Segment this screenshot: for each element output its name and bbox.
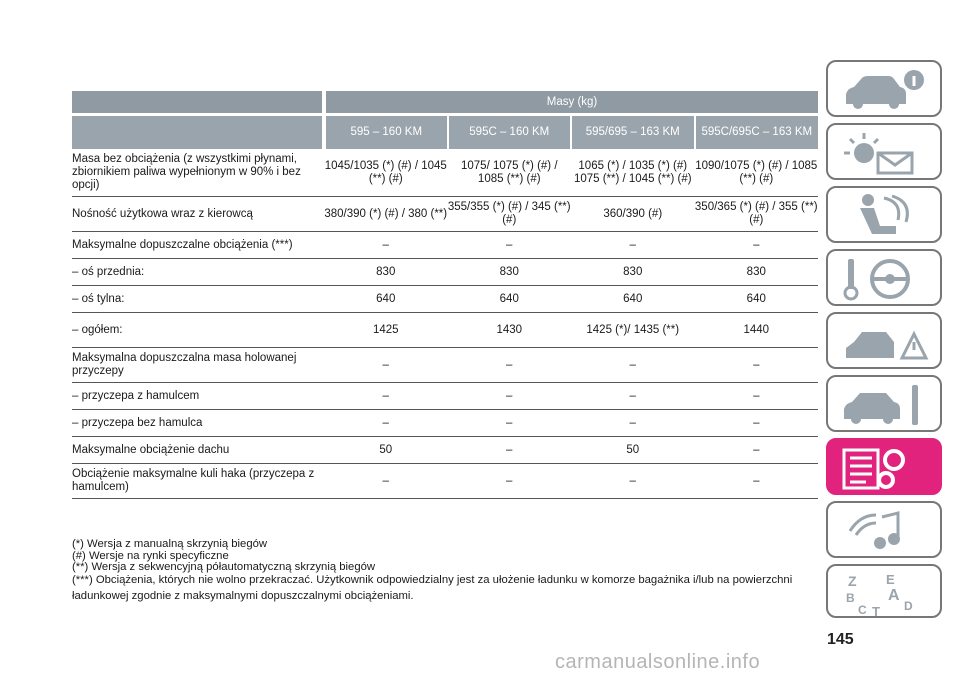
tab-breakdown-warning[interactable]	[826, 312, 942, 369]
cell-value: –	[448, 348, 572, 383]
cell-value: –	[448, 232, 572, 259]
cell-value: –	[695, 232, 819, 259]
cell-value: –	[571, 348, 695, 383]
cell-value: –	[571, 410, 695, 437]
cell-value: –	[448, 464, 572, 499]
tab-dashboard-lights[interactable]	[826, 123, 942, 180]
car-service-icon	[840, 381, 930, 429]
table-row	[72, 313, 818, 348]
cell-value: –	[448, 437, 572, 464]
cell-value: 830	[324, 259, 448, 286]
footnotes	[72, 539, 832, 604]
cell-value: 50	[324, 437, 448, 464]
airbag-seat-icon	[840, 192, 930, 240]
tab-steering-key[interactable]	[826, 249, 942, 306]
svg-text:T: T	[872, 604, 880, 618]
cell-value: 380/390 (*) (#) / 380 (**)	[324, 197, 448, 232]
cell-value: –	[324, 232, 448, 259]
table-row	[72, 464, 818, 499]
table-row	[72, 197, 818, 232]
cell-value: 360/390 (#)	[571, 197, 695, 232]
cell-value: –	[695, 464, 819, 499]
svg-text:Z: Z	[848, 573, 857, 589]
footnote: (**) Wersja z sekwencyjną półautomatyczną skrzynią biegów	[72, 561, 376, 573]
svg-text:C: C	[858, 603, 867, 617]
footnote: (***) Obciążenia, których nie wolno przekraczać. Użytkownik odpowiedzialny jest za ułożenie ładunku w komorze bagażnika i/lub na powierzchni ładunkowej zgodnie z maksymalnymi dopuszczalnymi obciążeniami.	[72, 573, 793, 602]
cell-value: –	[324, 410, 448, 437]
car-info-icon	[840, 66, 930, 114]
cell-value: 1440	[695, 313, 819, 348]
cell-value: –	[571, 232, 695, 259]
cell-value: –	[324, 383, 448, 410]
dashboard-lights-icon	[840, 129, 930, 177]
row-label: – przyczepa z hamulcem	[72, 383, 324, 410]
cell-value: 1045/1035 (*) (#) / 1045 (**) (#)	[324, 149, 448, 197]
row-label: Maksymalne dopuszczalne obciążenia (***)	[72, 232, 324, 259]
cell-value: –	[324, 464, 448, 499]
cell-value: 640	[571, 286, 695, 313]
row-label: Maksymalna dopuszczalna masa holowanej przyczepy	[72, 348, 324, 383]
cell-value: 830	[448, 259, 572, 286]
row-label: Masa bez obciążenia (z wszystkimi płynami, zbiornikiem paliwa wypełnionym w 90% i bez opcji)	[72, 149, 324, 197]
table-row	[72, 149, 818, 197]
cell-value: –	[571, 383, 695, 410]
cell-value: –	[695, 383, 819, 410]
cell-value: 355/355 (*) (#) / 345 (**) (#)	[448, 197, 572, 232]
header-blank	[72, 91, 324, 115]
tab-airbag-seat[interactable]	[826, 186, 942, 243]
cell-value: 350/365 (*) (#) / 355 (**) (#)	[695, 197, 819, 232]
cell-value: 640	[448, 286, 572, 313]
cell-value: 50	[571, 437, 695, 464]
cell-value: 830	[571, 259, 695, 286]
row-label: – przyczepa bez hamulca	[72, 410, 324, 437]
cell-value: 830	[695, 259, 819, 286]
header-blank-2	[72, 115, 324, 150]
table-row	[72, 410, 818, 437]
cell-value: 1425 (*)/ 1435 (**)	[571, 313, 695, 348]
cell-value: 640	[324, 286, 448, 313]
table-row	[72, 383, 818, 410]
column-header: 595 – 160 KM	[324, 115, 448, 150]
row-label: Nośność użytkowa wraz z kierowcą	[72, 197, 324, 232]
svg-text:E: E	[886, 572, 895, 587]
column-header: 595C – 160 KM	[448, 115, 572, 150]
cell-value: 1425	[324, 313, 448, 348]
tab-technical-data[interactable]	[826, 438, 942, 495]
masses-table	[72, 91, 818, 499]
cell-value: –	[695, 437, 819, 464]
cell-value: –	[571, 464, 695, 499]
row-label: – oś przednia:	[72, 259, 324, 286]
tab-car-service[interactable]	[826, 375, 942, 432]
tab-car-info[interactable]	[826, 60, 942, 117]
index-letters-icon	[840, 570, 930, 618]
cell-value: 1075/ 1075 (*) (#) / 1085 (**) (#)	[448, 149, 572, 197]
tab-multimedia[interactable]	[826, 501, 942, 558]
cell-value: –	[448, 410, 572, 437]
row-label: – ogółem:	[72, 313, 324, 348]
column-header: 595/695 – 163 KM	[571, 115, 695, 150]
row-label: Obciążenie maksymalne kuli haka (przyczepa z hamulcem)	[72, 464, 324, 499]
cell-value: –	[695, 410, 819, 437]
table-row	[72, 286, 818, 313]
cell-value: –	[324, 348, 448, 383]
svg-text:A: A	[888, 587, 900, 604]
table-row	[72, 437, 818, 464]
cell-value: 640	[695, 286, 819, 313]
tab-index[interactable]	[826, 564, 942, 618]
table-row	[72, 259, 818, 286]
multimedia-icon	[840, 507, 930, 555]
table-row	[72, 232, 818, 259]
steering-key-icon	[840, 255, 930, 303]
cell-value: –	[695, 348, 819, 383]
svg-text:D: D	[904, 599, 913, 613]
column-header: 595C/695C – 163 KM	[695, 115, 819, 150]
page-number: 145	[827, 631, 854, 648]
footnote: (#) Wersje na rynki specyficzne	[72, 549, 229, 562]
row-label: Maksymalne obciążenie dachu	[72, 437, 324, 464]
svg-text:B: B	[846, 591, 855, 605]
cell-value: –	[448, 383, 572, 410]
cell-value: 1065 (*) / 1035 (*) (#) 1075 (**) / 1045 (**) (#)	[571, 149, 695, 197]
cell-value: 1430	[448, 313, 572, 348]
watermark: carmanualsonline.info	[555, 651, 761, 673]
breakdown-warning-icon	[840, 318, 930, 366]
cell-value: 1090/1075 (*) (#) / 1085 (**) (#)	[695, 149, 819, 197]
footnote: (*) Wersja z manualną skrzynią biegów	[72, 538, 268, 550]
table-row	[72, 348, 818, 383]
row-label: – oś tylna:	[72, 286, 324, 313]
group-header: Masy (kg)	[324, 91, 818, 115]
technical-data-icon	[840, 444, 930, 492]
